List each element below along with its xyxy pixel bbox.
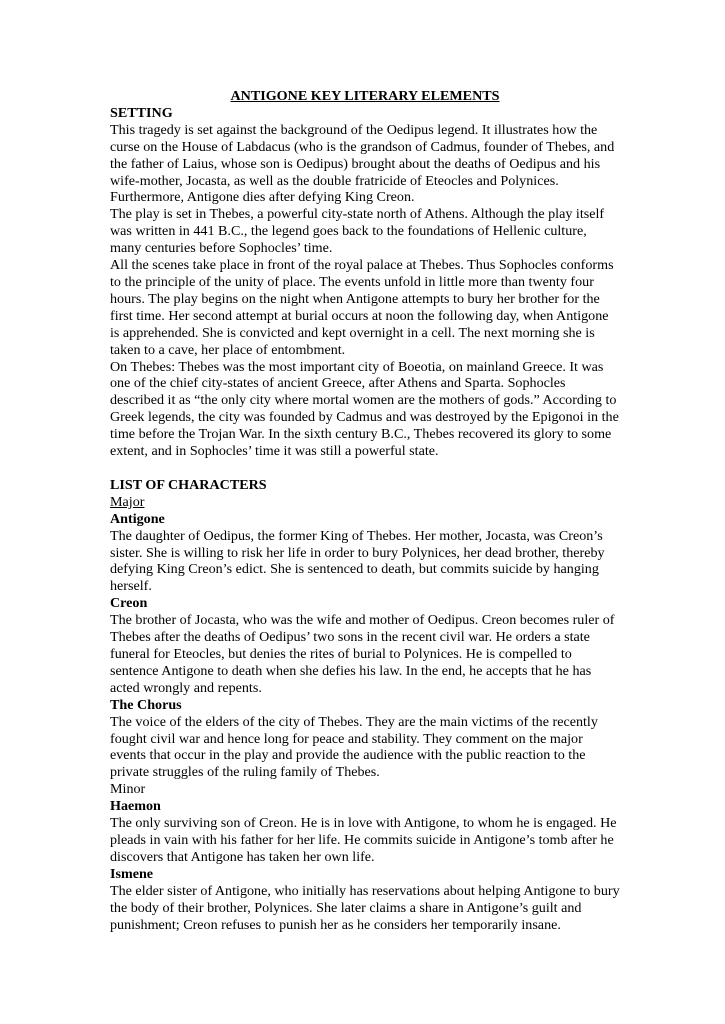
character-name-antigone: Antigone (110, 510, 165, 527)
character-desc-chorus: The voice of the elders of the city of Thebes. They are the main victims of the recently fought civil war and hence long for peace and stability. They comment on the major events that occur in the play and provide the audience with the public reaction to the private struggles of the ruling family of Thebes. (110, 713, 598, 781)
character-desc-haemon: The only surviving son of Creon. He is in love with Antigone, to whom he is engaged. He pleads in vain with his father for her life. He commits suicide in Antigone’s tomb after he discovers that Antigone has taken her own life. (110, 815, 617, 865)
setting-paragraph-4: On Thebes: Thebes was the most important city of Boeotia, on mainland Greece. It was one of the chief city-states of ancient Greece, after Athens and Sparta. Sophocles described it as “the only city where mortal women are the mothers of gods.” According to Greek legends, the city was founded by Cadmus and was destroyed by the Epigonoi in the time before the Trojan War. In the sixth century B.C., Thebes recovered its glory to some extent, and in Sophocles’ time it was still a powerful state. (110, 358, 619, 460)
character-name-ismene: Ismene (110, 865, 154, 882)
character-desc-antigone: The daughter of Oedipus, the former King of Thebes. Her mother, Jocasta, was Creon’s sister. She is willing to risk her life in order to bury Polynices, her dead brother, thereby defying King Creon’s edict. She is sentenced to death, but commits suicide by hanging herself. (110, 527, 605, 595)
character-name-creon: Creon (110, 595, 148, 612)
setting-paragraph-3: All the scenes take place in front of the royal palace at Thebes. Thus Sophocles conforms to the principle of the unity of place. The events unfold in little more than twenty four hours. The play begins on the night when Antigone attempts to bury her brother for the first time. Her second attempt at burial occurs at noon the following day, when Antigone is apprehended. She is convicted and kept overnight in a cell. The next morning she is taken to a cave, her place of entombment. (110, 257, 614, 358)
document-page (110, 88, 620, 933)
character-desc-creon: The brother of Jocasta, who was the wife and mother of Oedipus. Creon becomes ruler of Thebes after the deaths of Oedipus’ two sons in the recent civil war. He orders a state funeral for Eteocles, but denies the rites of burial to Polynices. He is compelled to sentence Antigone to death when she defies his law. In the end, he accepts that he has acted wrongly and repents. (110, 612, 615, 696)
setting-paragraph-2: The play is set in Thebes, a powerful city-state north of Athens. Although the play itself was written in 441 B.C., the legend goes back to the foundations of Hellenic culture, many centuries before Sophocles’ time. (110, 206, 605, 257)
minor-characters-label: Minor (110, 781, 146, 798)
characters-heading: LIST OF CHARACTERS (110, 476, 267, 493)
character-name-haemon: Haemon (110, 798, 161, 815)
character-name-chorus: The Chorus (110, 696, 182, 713)
major-characters-label: Major (110, 493, 145, 510)
section-spacer (110, 460, 620, 477)
setting-heading: SETTING (110, 104, 173, 121)
character-desc-ismene: The elder sister of Antigone, who initially has reservations about helping Antigone to bury the body of their brother, Polynices. She later claims a share in Antigone’s guilt and punishment; Creon refuses to punish her as he considers her temporarily insane. (110, 882, 620, 933)
setting-paragraph-1: This tragedy is set against the background of the Oedipus legend. It illustrates how the curse on the House of Labdacus (who is the grandson of Cadmus, founder of Thebes, and the father of Laius, whose son is Oedipus) brought about the deaths of Oedipus and his wife-mother, Jocasta, as well as the double fratricide of Eteocles and Polynices. Furthermore, Antigone dies after defying King Creon. (110, 121, 615, 206)
document-title: ANTIGONE KEY LITERARY ELEMENTS (230, 88, 500, 104)
